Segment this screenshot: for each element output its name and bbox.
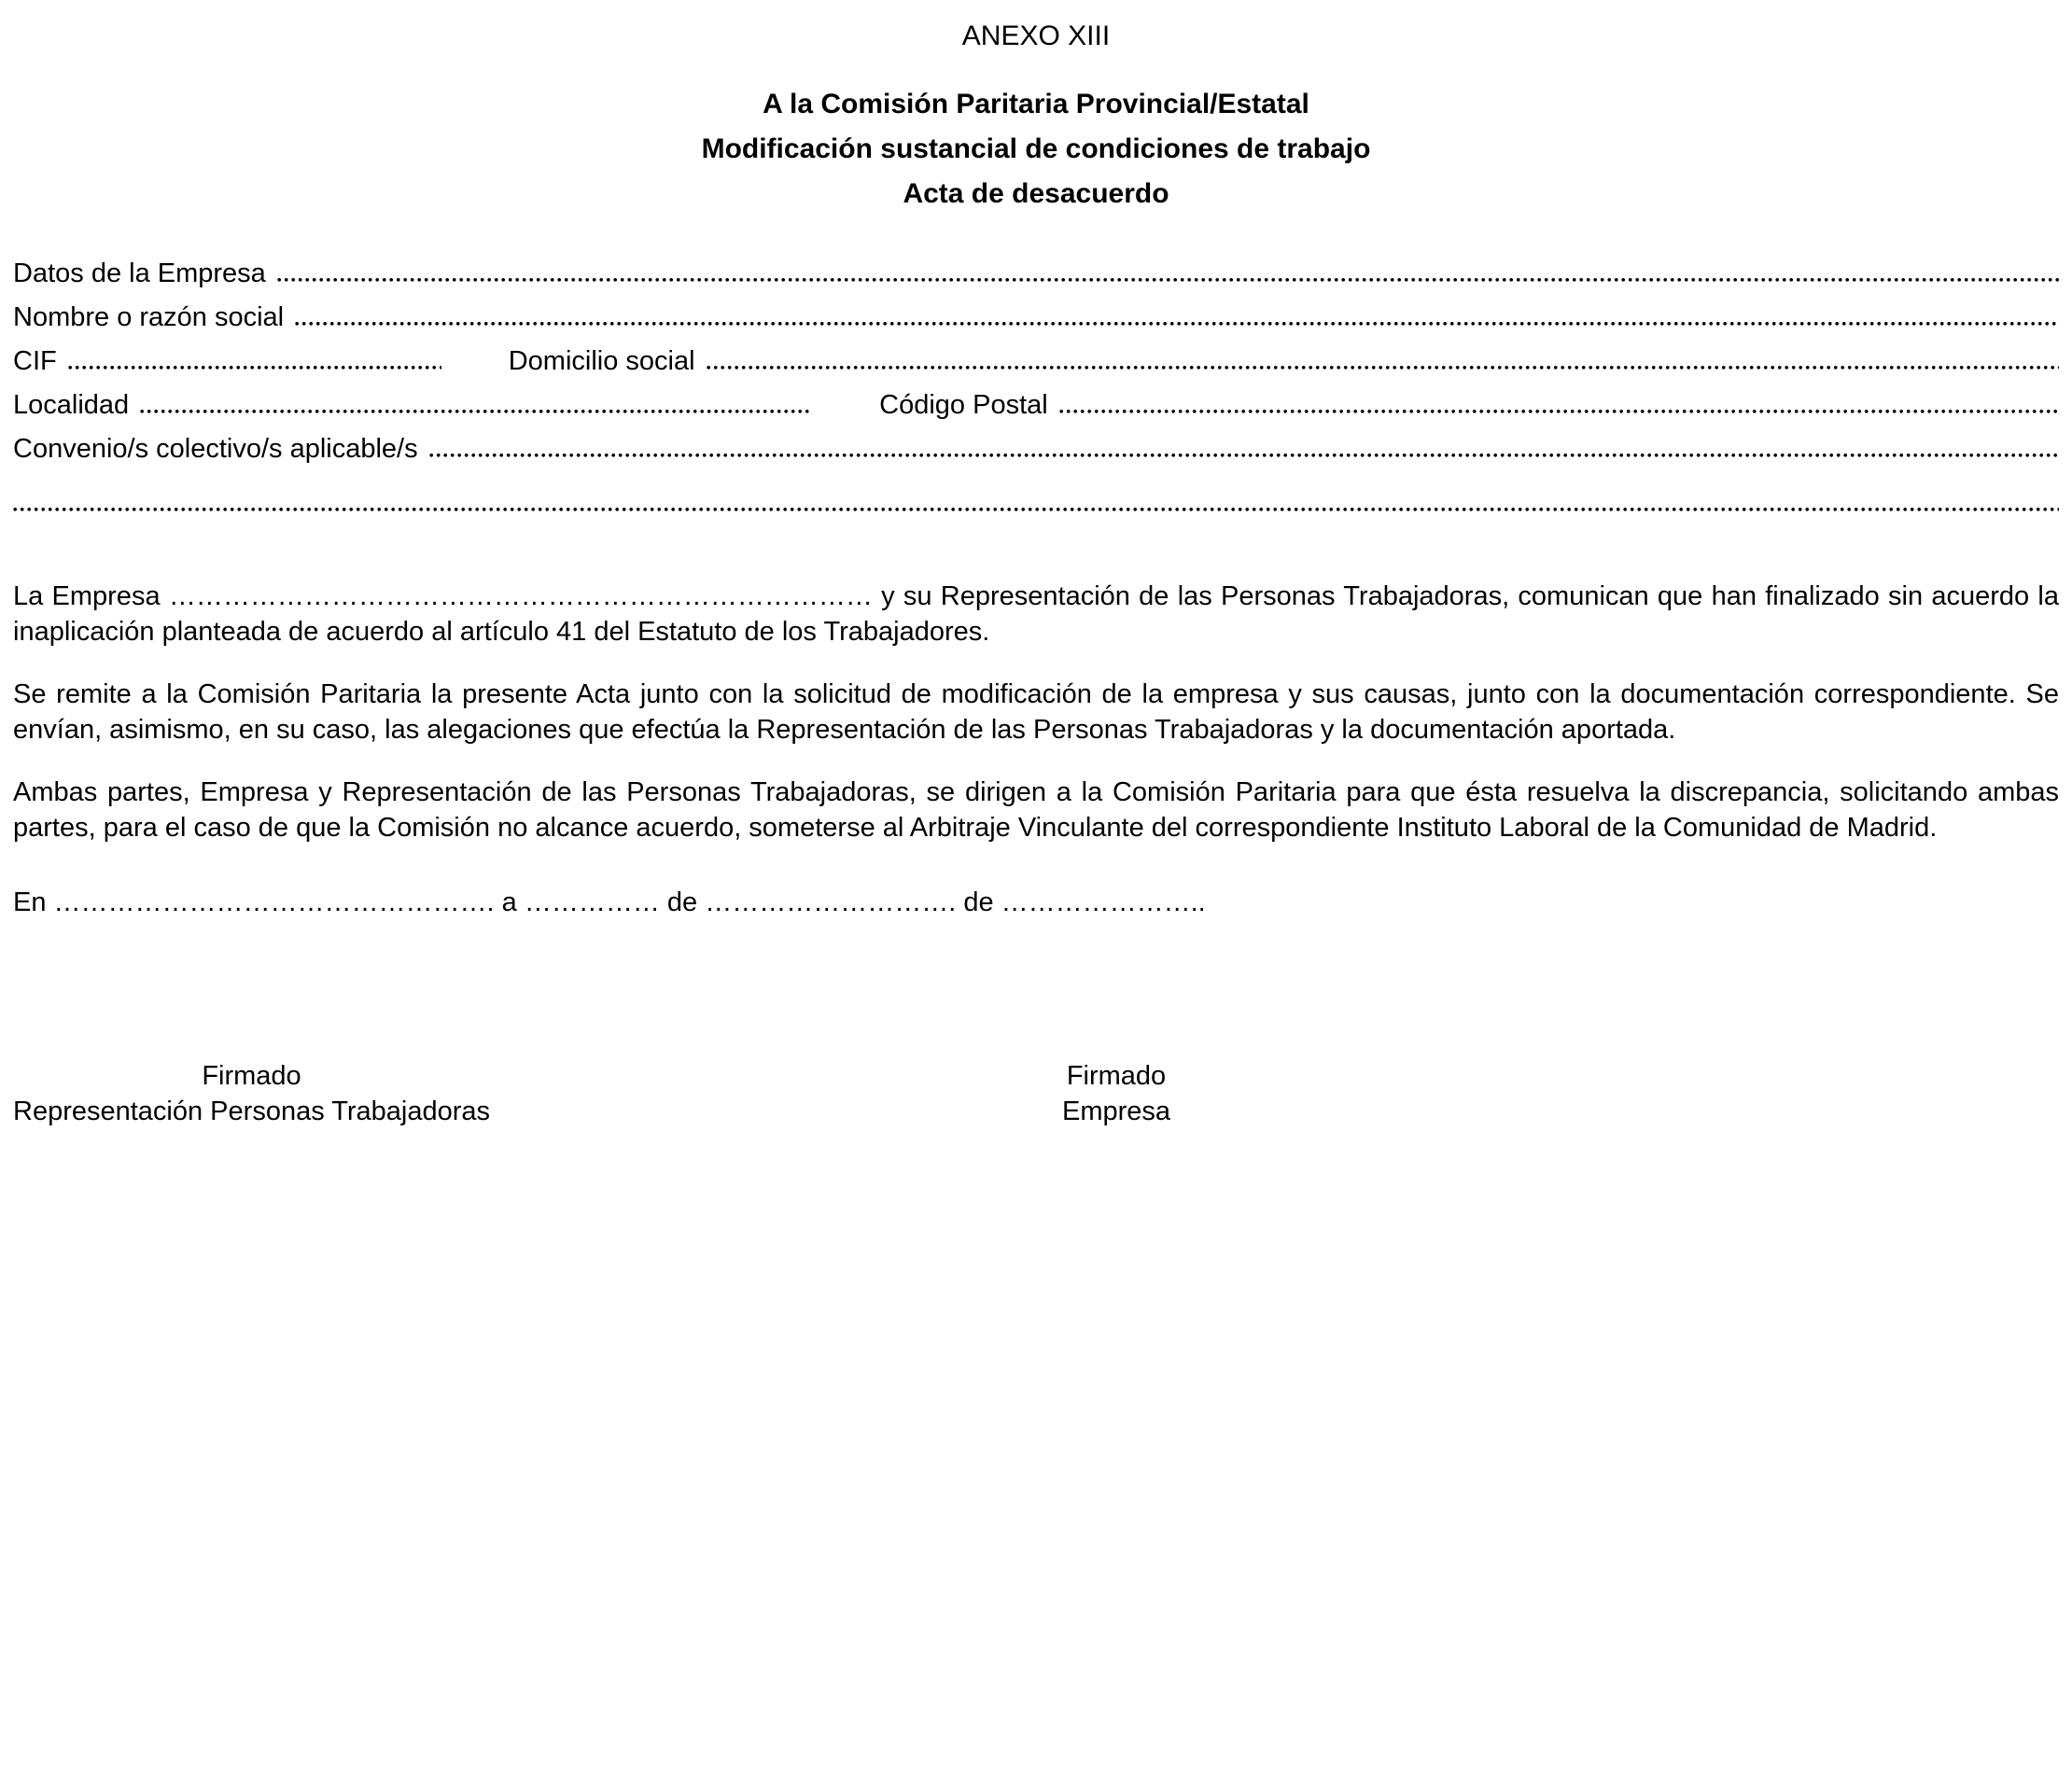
dotted-fill-line bbox=[295, 321, 2059, 326]
field-datos-empresa bbox=[13, 258, 2059, 301]
field-label-convenios: Convenio/s colectivo/s aplicable/s bbox=[13, 434, 418, 464]
field-nombre-razon-social bbox=[13, 301, 2059, 345]
company-data-form bbox=[13, 258, 2059, 521]
signature-section bbox=[13, 1058, 2059, 1152]
dotted-fill-line bbox=[429, 453, 2059, 457]
annex-title: ANEXO XIII bbox=[961, 21, 1111, 51]
dotted-fill-line bbox=[1059, 409, 2059, 413]
signature-block-trabajadores bbox=[13, 1058, 490, 1129]
signature-name-representacion: Representación Personas Trabajadoras bbox=[13, 1097, 491, 1126]
signature-title: Firmado bbox=[202, 1061, 301, 1091]
date-place-line: En …………………………………………. a …………… de ………………………. de ………………….. bbox=[13, 887, 1206, 917]
subtitle-comision-paritaria: A la Comisión Paritaria Provincial/Estatal bbox=[763, 89, 1309, 119]
field-label-datos-empresa: Datos de la Empresa bbox=[13, 258, 266, 288]
document-subtitles bbox=[13, 82, 2059, 217]
dotted-fill-line bbox=[68, 365, 441, 370]
field-convenios-continuation bbox=[13, 477, 2059, 521]
dotted-fill-line bbox=[140, 409, 812, 413]
dotted-fill-line bbox=[13, 507, 2059, 511]
signature-name-empresa: Empresa bbox=[1061, 1097, 1171, 1126]
signature-title: Firmado bbox=[1066, 1061, 1167, 1091]
paragraph-empresa-comunican: La Empresa …………………………………………………………………… y su Representación de las Personas Trabajadoras, comunican que han finalizado sin acuerdo la inaplicación planteada de acuerdo al artículo 41 del Estatuto de los Trabajadores. bbox=[13, 581, 2059, 647]
field-localidad-codigo-postal bbox=[13, 389, 2059, 433]
field-convenios bbox=[13, 433, 2059, 477]
subtitle-modificacion-condiciones: Modificación sustancial de condiciones de trabajo bbox=[701, 133, 1371, 164]
subtitle-acta-desacuerdo: Acta de desacuerdo bbox=[903, 178, 1169, 209]
field-label-nombre-razon-social: Nombre o razón social bbox=[13, 302, 285, 332]
field-label-codigo-postal: Código Postal bbox=[879, 390, 1048, 420]
field-cif-domicilio bbox=[13, 345, 2059, 389]
field-label-localidad: Localidad bbox=[13, 390, 130, 420]
paragraph-ambas-partes: Ambas partes, Empresa y Representación de las Personas Trabajadoras, se dirigen a la Comisión Paritaria para que ésta resuelva la discrepancia, solicitando ambas partes, para el caso de que la Comisión no alcance acuerdo, someterse al Arbitraje Vinculante del correspondiente Instituto Laboral de la Comunidad de Madrid. bbox=[13, 777, 2059, 843]
field-label-domicilio-social: Domicilio social bbox=[508, 346, 695, 376]
dotted-fill-line bbox=[707, 365, 2059, 370]
field-label-cif: CIF bbox=[13, 346, 57, 376]
paragraph-remite-comision: Se remite a la Comisión Paritaria la presente Acta junto con la solicitud de modificación de la empresa y sus causas, junto con la documentación correspondiente. Se envían, asimismo, en su caso, las alegaciones que efectúa la Representación de las Personas Trabajadoras y la documentación aportada. bbox=[13, 679, 2059, 745]
signature-block-empresa bbox=[1062, 1058, 1170, 1129]
dotted-fill-line bbox=[277, 277, 2059, 282]
